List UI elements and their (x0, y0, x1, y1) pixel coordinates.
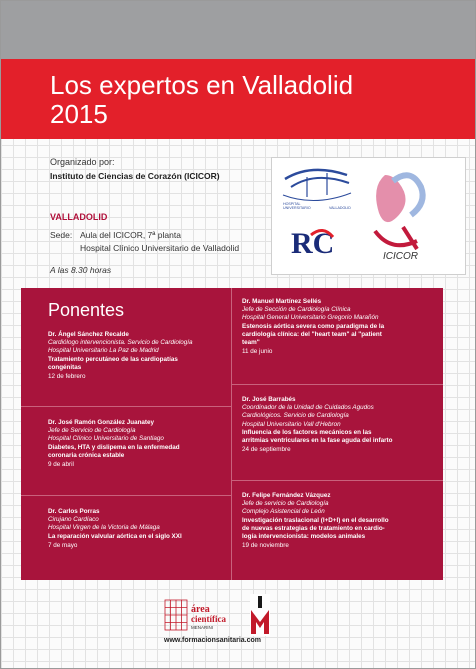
speaker-date: 19 de noviembre (242, 542, 289, 550)
speaker-topic: team" (242, 339, 260, 347)
speaker-date: 24 de septiembre (242, 446, 291, 454)
speaker-topic: congénitas (48, 363, 82, 371)
speaker-name: Dr. José Barrabés (242, 396, 296, 403)
speaker-affiliation: Hospital Universitario La Paz de Madrid (48, 347, 159, 355)
speakers-title: Ponentes (48, 300, 125, 320)
logos-panel (271, 157, 466, 275)
title-line-2: 2015 (50, 99, 108, 129)
speaker-card (48, 419, 228, 469)
speaker-name: Dr. José Ramón González Juanatey (48, 419, 155, 426)
speaker-date: 9 de abril (48, 461, 74, 469)
speaker-role: Cardiólogo intervencionista. Servicio de Cardiología (48, 339, 193, 347)
page-title (50, 71, 470, 129)
speaker-role: Cirujano Cardíaco (48, 516, 99, 524)
speaker-role: Jefe de Servicio de Cardiología (48, 427, 136, 435)
speaker-name: Dr. Felipe Fernández Vázquez (242, 492, 331, 499)
speaker-topic: logía intervencionista: modelos animales (242, 533, 366, 541)
brand-line-3: MENARINI (191, 625, 214, 630)
speaker-card (48, 508, 228, 550)
speaker-topic: Diabetes, HTA y dislipema en la enfermedad (48, 443, 180, 451)
speakers-panel (21, 288, 443, 580)
speaker-affiliation: Hospital Clínico Universitario de Santiago (48, 435, 164, 443)
speaker-role: Jefe de servicio de Cardiología (242, 500, 329, 508)
venue-line-2: Hospital Clínico Universitario de Valladolid (80, 243, 240, 253)
website-link[interactable]: www.formacionsanitaria.com (164, 637, 261, 644)
speaker-topic: La reparación valvular aórtica en el siglo XXI (48, 532, 182, 540)
speaker-affiliation: Hospital General Universitario Gregorio Marañón (242, 314, 379, 322)
top-gray-band (1, 1, 475, 59)
start-time: A las 8.30 horas (50, 265, 112, 275)
rc-logo-text: RC (291, 227, 335, 260)
icicor-logo-text: ICICOR (383, 251, 418, 262)
speaker-date: 12 de febrero (48, 373, 86, 381)
speaker-name: Dr. Manuel Martínez Sellés (242, 298, 322, 305)
speaker-card (48, 331, 226, 381)
speaker-role: Jefe de Sección de Cardiología Clínica (242, 306, 351, 314)
menarini-logo (250, 594, 270, 636)
speakers-column-divider (231, 288, 232, 580)
speaker-topic: cardiología clínica: del "heart team" al "patient (242, 330, 382, 338)
speaker-card (242, 492, 438, 550)
speaker-topic: coronaria crónica estable (48, 451, 125, 459)
speaker-affiliation: Hospital Universitario Vall d'Hebron (242, 420, 341, 428)
city-heading: VALLADOLID (50, 212, 108, 222)
hospital-logo-text-2: UNIVERSITARIO (283, 206, 311, 210)
hospital-logo-text-3: VALLADOLID (329, 206, 351, 210)
speaker-topic: Investigación traslacional (I+D+I) en el desarrollo (242, 516, 389, 524)
speaker-topic: arritmias ventriculares en la fase aguda del infarto (242, 437, 393, 445)
venue-line-1: Aula del ICICOR, 7ª planta (80, 230, 181, 240)
speaker-date: 11 de junio (242, 348, 273, 356)
speaker-topic: de nuevas estrategias de tratamiento en cardio- (242, 524, 385, 532)
speakers-divider (21, 406, 231, 407)
organizer-name: Instituto de Ciencias de Corazón (ICICOR) (50, 171, 220, 181)
venue-label: Sede: (50, 230, 73, 240)
speakers-divider (232, 480, 443, 481)
speaker-role: Coordinador de la Unidad de Cuidados Agudos (242, 404, 374, 412)
speaker-affiliation: Hospital Virgen de la Victoria de Málaga (48, 524, 160, 532)
brand-line-1: área (191, 604, 210, 615)
venue-block (50, 229, 239, 255)
area-cientifica-logo (164, 598, 246, 634)
speaker-topic: Tratamiento percutáneo de las cardiopatías (48, 355, 178, 363)
rc-logo (291, 227, 334, 260)
brand-line-2: científica (191, 614, 226, 624)
speaker-topic: Estenosis aórtica severa como paradigma de la (242, 322, 385, 330)
hospital-logo-text-1: HOSPITAL (283, 202, 301, 206)
speaker-affiliation: Complejo Asistencial de León (242, 508, 325, 516)
speaker-role-continued: Cardiológicos. Servicio de Cardiología (242, 412, 349, 420)
title-line-1: Los expertos en Valladolid (50, 70, 354, 100)
speaker-topic: Influencia de los factores mecánicos en las (242, 428, 372, 436)
speaker-card (242, 396, 438, 454)
speaker-card (242, 298, 438, 356)
speaker-name: Dr. Carlos Porras (48, 508, 100, 515)
speakers-divider (21, 495, 231, 496)
speakers-divider (232, 384, 443, 385)
organizer-label: Organizado por: (50, 157, 115, 167)
speaker-name: Dr. Ángel Sánchez Recalde (48, 331, 129, 338)
speaker-date: 7 de mayo (48, 541, 78, 549)
